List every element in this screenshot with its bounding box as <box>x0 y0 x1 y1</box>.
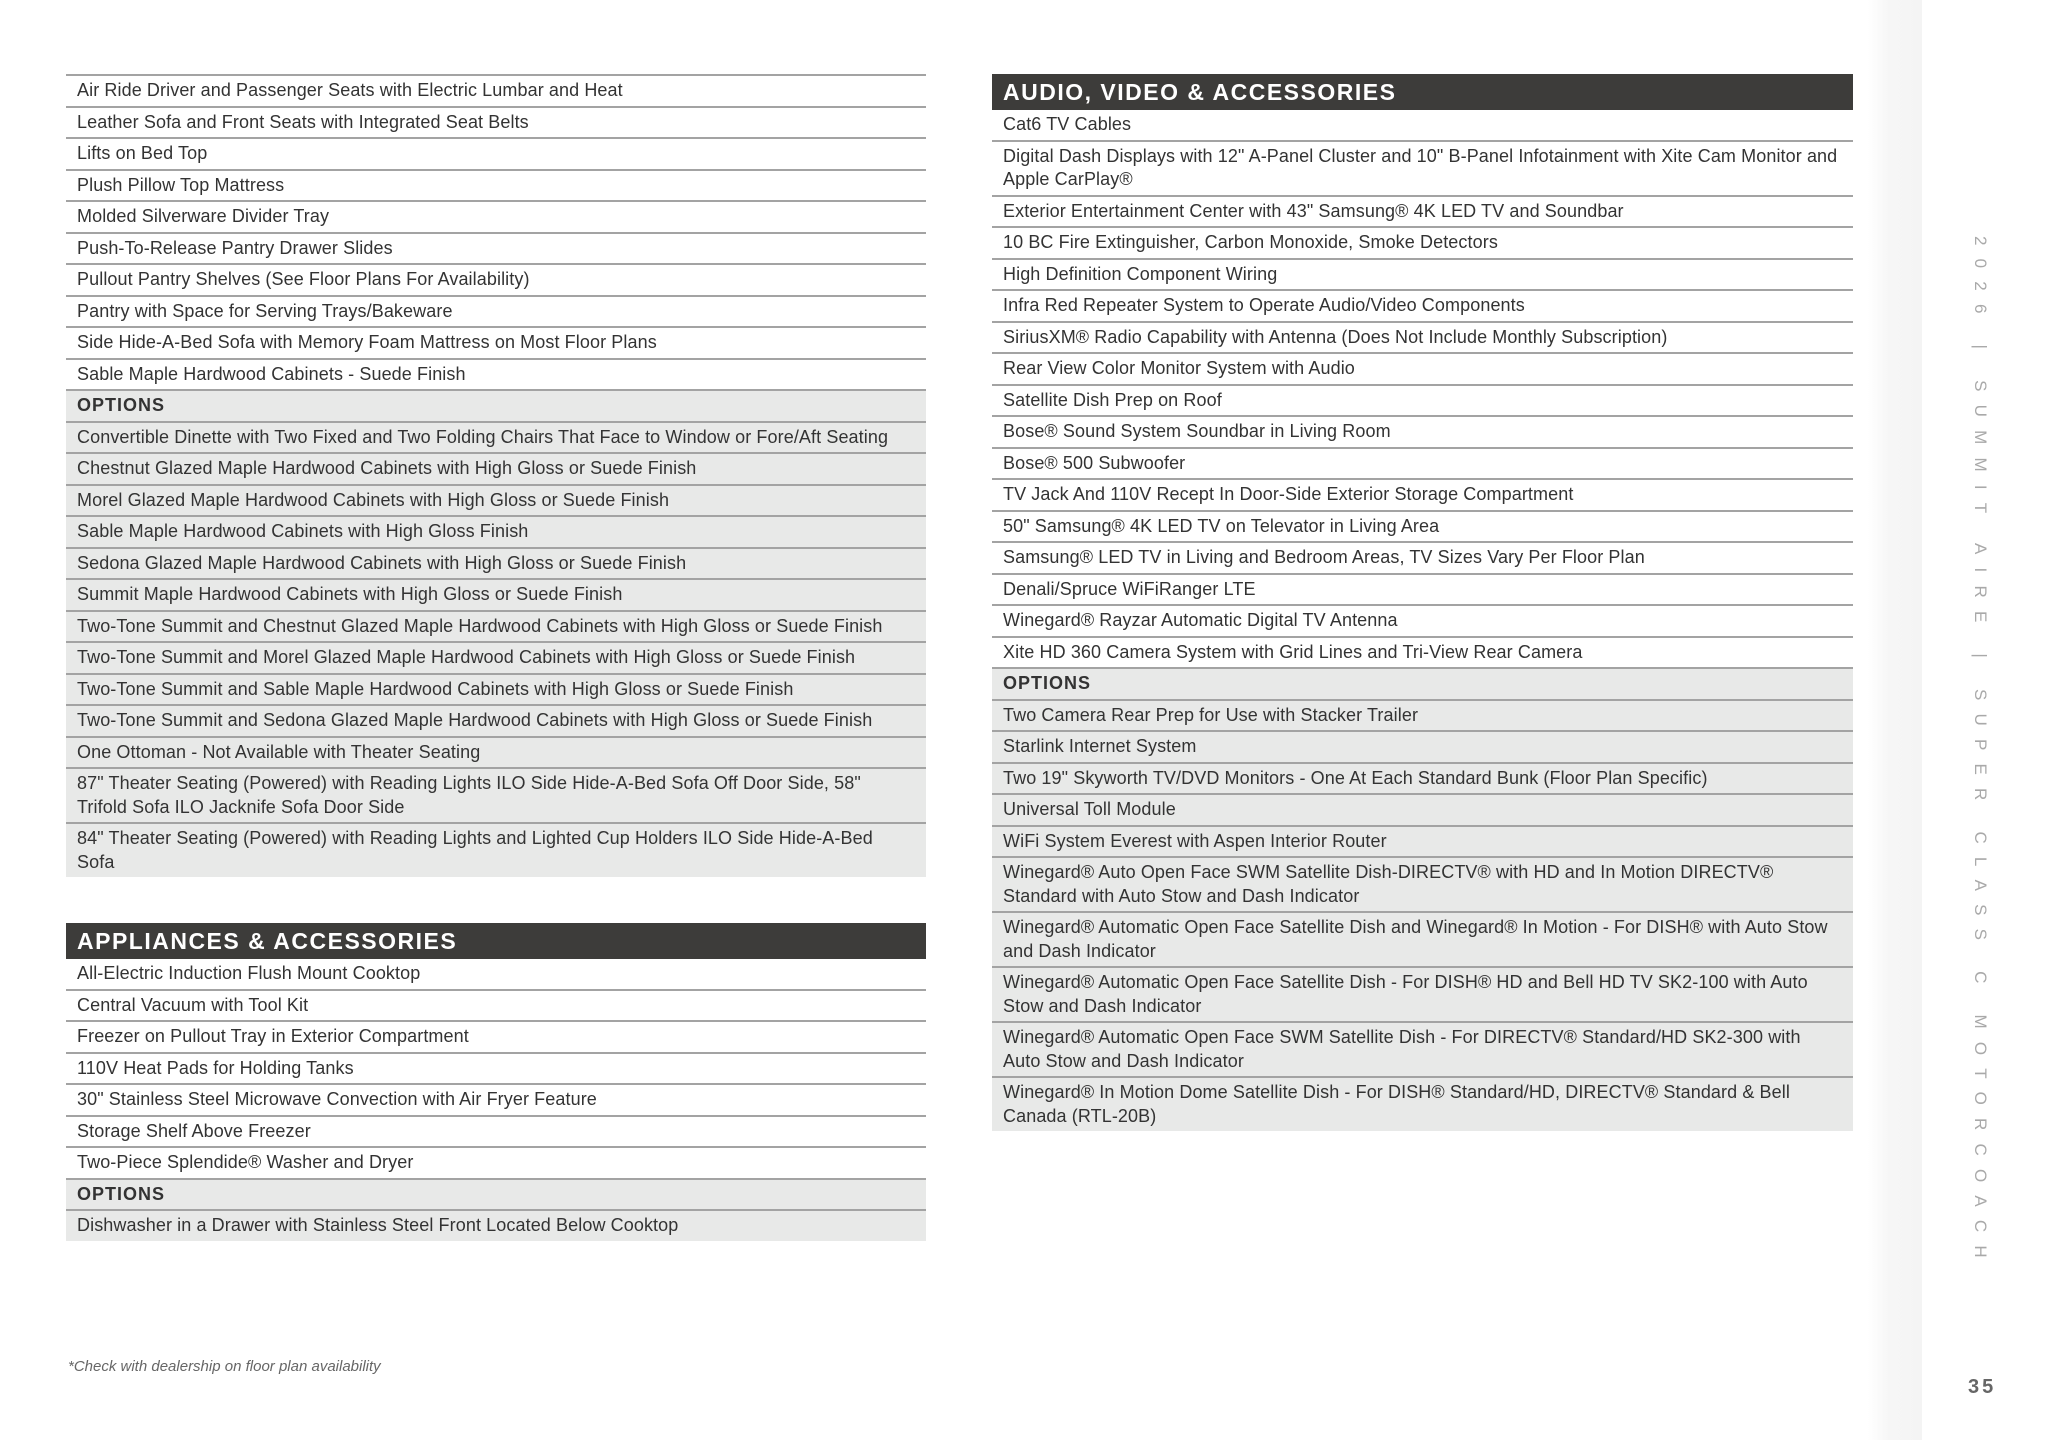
feature-item: Molded Silverware Divider Tray <box>66 202 926 234</box>
section-header-audio-video: AUDIO, VIDEO & ACCESSORIES <box>992 74 1853 110</box>
feature-item: Pantry with Space for Serving Trays/Bakeware <box>66 297 926 329</box>
option-item: Dishwasher in a Drawer with Stainless Steel Front Located Below Cooktop <box>66 1211 926 1241</box>
option-item: Two 19" Skyworth TV/DVD Monitors - One At Each Standard Bunk (Floor Plan Specific) <box>992 764 1853 796</box>
option-item: Sable Maple Hardwood Cabinets with High Gloss Finish <box>66 517 926 549</box>
section-header-appliances: APPLIANCES & ACCESSORIES <box>66 923 926 959</box>
feature-item: Two-Piece Splendide® Washer and Dryer <box>66 1148 926 1180</box>
feature-item: Winegard® Rayzar Automatic Digital TV Antenna <box>992 606 1853 638</box>
feature-item: All-Electric Induction Flush Mount Cooktop <box>66 959 926 991</box>
option-item: Chestnut Glazed Maple Hardwood Cabinets with High Gloss or Suede Finish <box>66 454 926 486</box>
feature-item: 10 BC Fire Extinguisher, Carbon Monoxide, Smoke Detectors <box>992 228 1853 260</box>
feature-item: Infra Red Repeater System to Operate Audio/Video Components <box>992 291 1853 323</box>
feature-item: Push-To-Release Pantry Drawer Slides <box>66 234 926 266</box>
appliances-list <box>66 959 926 1241</box>
feature-item: Rear View Color Monitor System with Audio <box>992 354 1853 386</box>
feature-item: Pullout Pantry Shelves (See Floor Plans For Availability) <box>66 265 926 297</box>
option-item: Two-Tone Summit and Chestnut Glazed Maple Hardwood Cabinets with High Gloss or Suede Finish <box>66 612 926 644</box>
feature-item: Side Hide-A-Bed Sofa with Memory Foam Mattress on Most Floor Plans <box>66 328 926 360</box>
feature-item: Xite HD 360 Camera System with Grid Lines and Tri-View Rear Camera <box>992 638 1853 670</box>
option-item: Sedona Glazed Maple Hardwood Cabinets with High Gloss or Suede Finish <box>66 549 926 581</box>
feature-item: Central Vacuum with Tool Kit <box>66 991 926 1023</box>
feature-item: Cat6 TV Cables <box>992 110 1853 142</box>
feature-item: Sable Maple Hardwood Cabinets - Suede Finish <box>66 360 926 392</box>
feature-item: TV Jack And 110V Recept In Door-Side Exterior Storage Compartment <box>992 480 1853 512</box>
left-column <box>66 74 926 1241</box>
feature-item: Satellite Dish Prep on Roof <box>992 386 1853 418</box>
feature-item: Bose® 500 Subwoofer <box>992 449 1853 481</box>
options-label: OPTIONS <box>66 1180 926 1212</box>
options-label: OPTIONS <box>992 669 1853 701</box>
right-column <box>992 74 1853 1131</box>
option-item: Winegard® In Motion Dome Satellite Dish - For DISH® Standard/HD, DIRECTV® Standard & Bell Canada (RTL-20B) <box>992 1078 1853 1131</box>
feature-item: Samsung® LED TV in Living and Bedroom Areas, TV Sizes Vary Per Floor Plan <box>992 543 1853 575</box>
feature-item: Exterior Entertainment Center with 43" Samsung® 4K LED TV and Soundbar <box>992 197 1853 229</box>
footnote: *Check with dealership on floor plan availability <box>68 1358 381 1375</box>
feature-item: Digital Dash Displays with 12" A-Panel Cluster and 10" B-Panel Infotainment with Xite Cam Monitor and Apple CarPlay® <box>992 142 1853 197</box>
option-item: One Ottoman - Not Available with Theater Seating <box>66 738 926 770</box>
option-item: Starlink Internet System <box>992 732 1853 764</box>
option-item: Universal Toll Module <box>992 795 1853 827</box>
option-item: 87" Theater Seating (Powered) with Reading Lights ILO Side Hide-A-Bed Sofa Off Door Side, 58" Trifold Sofa ILO Jacknife Sofa Door Side <box>66 769 926 824</box>
interior-features-list <box>66 74 926 877</box>
option-item: Two-Tone Summit and Morel Glazed Maple Hardwood Cabinets with High Gloss or Suede Finish <box>66 643 926 675</box>
feature-item: High Definition Component Wiring <box>992 260 1853 292</box>
feature-item: Freezer on Pullout Tray in Exterior Compartment <box>66 1022 926 1054</box>
option-item: Two-Tone Summit and Sedona Glazed Maple Hardwood Cabinets with High Gloss or Suede Finish <box>66 706 926 738</box>
feature-item: Lifts on Bed Top <box>66 139 926 171</box>
page-number: 35 <box>1968 1376 1997 1398</box>
feature-item: SiriusXM® Radio Capability with Antenna (Does Not Include Monthly Subscription) <box>992 323 1853 355</box>
feature-item: Storage Shelf Above Freezer <box>66 1117 926 1149</box>
option-item: Morel Glazed Maple Hardwood Cabinets with High Gloss or Suede Finish <box>66 486 926 518</box>
feature-item: Plush Pillow Top Mattress <box>66 171 926 203</box>
feature-item: 50" Samsung® 4K LED TV on Televator in Living Area <box>992 512 1853 544</box>
vertical-running-title: 2026 | SUMMIT AIRE | SUPER CLASS C MOTORCOACH <box>1971 236 1990 1271</box>
audio-video-list <box>992 110 1853 1131</box>
feature-item: Leather Sofa and Front Seats with Integrated Seat Belts <box>66 108 926 140</box>
feature-item: 30" Stainless Steel Microwave Convection with Air Fryer Feature <box>66 1085 926 1117</box>
option-item: WiFi System Everest with Aspen Interior Router <box>992 827 1853 859</box>
option-item: Winegard® Automatic Open Face SWM Satellite Dish - For DIRECTV® Standard/HD SK2-300 with Auto Stow and Dash Indicator <box>992 1023 1853 1078</box>
feature-item: Bose® Sound System Soundbar in Living Room <box>992 417 1853 449</box>
feature-item: 110V Heat Pads for Holding Tanks <box>66 1054 926 1086</box>
option-item: 84" Theater Seating (Powered) with Reading Lights and Lighted Cup Holders ILO Side Hide-A-Bed Sofa <box>66 824 926 877</box>
option-item: Convertible Dinette with Two Fixed and Two Folding Chairs That Face to Window or Fore/Aft Seating <box>66 423 926 455</box>
side-strip <box>1868 0 1922 1440</box>
option-item: Winegard® Automatic Open Face Satellite Dish and Winegard® In Motion - For DISH® with Auto Stow and Dash Indicator <box>992 913 1853 968</box>
option-item: Two Camera Rear Prep for Use with Stacker Trailer <box>992 701 1853 733</box>
option-item: Winegard® Automatic Open Face Satellite Dish - For DISH® HD and Bell HD TV SK2-100 with Auto Stow and Dash Indicator <box>992 968 1853 1023</box>
feature-item: Denali/Spruce WiFiRanger LTE <box>992 575 1853 607</box>
feature-item: Air Ride Driver and Passenger Seats with Electric Lumbar and Heat <box>66 76 926 108</box>
option-item: Summit Maple Hardwood Cabinets with High Gloss or Suede Finish <box>66 580 926 612</box>
option-item: Winegard® Auto Open Face SWM Satellite Dish-DIRECTV® with HD and In Motion DIRECTV® Standard with Auto Stow and Dash Indicator <box>992 858 1853 913</box>
options-label: OPTIONS <box>66 391 926 423</box>
option-item: Two-Tone Summit and Sable Maple Hardwood Cabinets with High Gloss or Suede Finish <box>66 675 926 707</box>
